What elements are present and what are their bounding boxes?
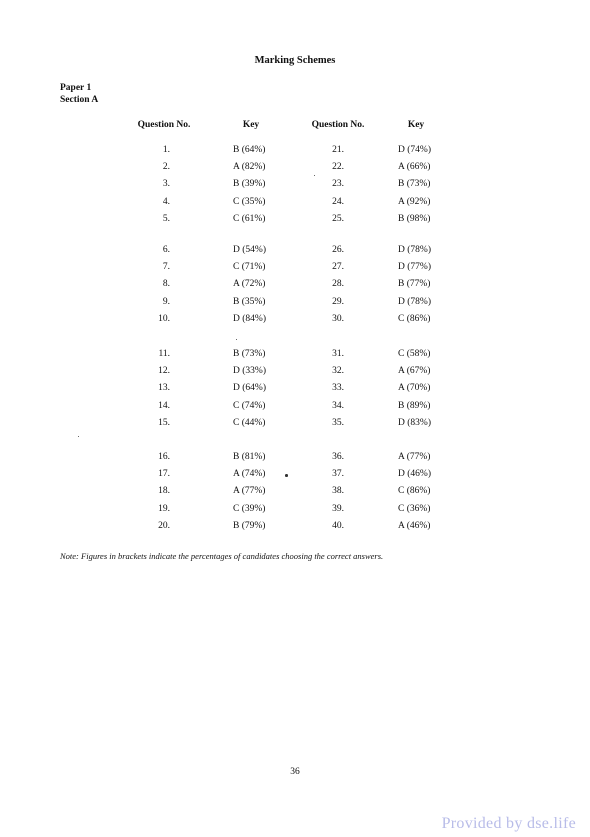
question-number-right: 26. [332, 245, 344, 255]
answer-key-left: C (39%) [233, 503, 266, 514]
answer-key-right: C (86%) [398, 486, 431, 497]
answer-key-right: D (77%) [398, 262, 431, 273]
question-number-right: 36. [332, 452, 344, 462]
answer-key-right: C (36%) [398, 503, 431, 514]
question-number-left: 16. [158, 452, 170, 462]
answer-key-right: B (98%) [398, 213, 431, 224]
question-number-left: 18. [158, 486, 170, 497]
scan-speck [78, 436, 79, 437]
question-number-right: 24. [332, 196, 344, 207]
page-title: Marking Schemes [254, 55, 336, 66]
answer-key-left: B (81%) [233, 452, 266, 462]
question-number-left: 1. [162, 145, 170, 155]
question-number-left: 2. [162, 162, 170, 173]
header-key-right: Key [407, 120, 425, 130]
question-number-left: 4. [162, 196, 170, 207]
paper-label: Paper 1 [60, 83, 92, 93]
question-number-right: 23. [332, 179, 344, 190]
question-number-left: 11. [158, 349, 170, 359]
question-number-right: 37. [332, 469, 344, 480]
answer-key-right: D (74%) [398, 145, 431, 155]
question-number-right: 27. [332, 262, 344, 273]
question-number-right: 33. [332, 383, 344, 394]
question-number-left: 7. [162, 262, 170, 273]
question-number-left: 8. [162, 279, 170, 290]
question-number-left: 19. [158, 503, 170, 514]
question-number-right: 35. [332, 417, 344, 428]
question-number-left: 15. [158, 417, 170, 428]
answer-key-right: D (78%) [398, 245, 431, 255]
answer-key-left: B (79%) [233, 520, 266, 531]
answer-key-right: D (78%) [398, 296, 431, 307]
answer-key-left: A (74%) [233, 469, 266, 480]
answer-key-right: A (67%) [398, 366, 431, 377]
answer-key-right: A (77%) [398, 452, 431, 462]
answer-key-left: D (54%) [233, 245, 266, 255]
section-label: Section A [60, 95, 99, 105]
answer-key-left: A (72%) [233, 279, 266, 290]
question-number-right: 38. [332, 486, 344, 497]
question-number-right: 29. [332, 296, 344, 307]
answer-key-left: B (73%) [233, 349, 266, 359]
answer-key-right: A (46%) [398, 520, 431, 531]
answer-key-right: B (77%) [398, 279, 431, 290]
question-number-left: 3. [162, 179, 170, 190]
question-number-left: 5. [162, 213, 170, 224]
header-question-left: Question No. [137, 120, 191, 130]
answer-key-left: D (64%) [233, 383, 266, 394]
question-number-right: 30. [332, 313, 344, 324]
answer-key-right: A (66%) [398, 162, 431, 173]
question-number-left: 10. [158, 313, 170, 324]
question-number-right: 39. [332, 503, 344, 514]
watermark-text: Provided by dse.life [441, 815, 576, 832]
answer-key-right: C (58%) [398, 349, 431, 359]
answer-key-left: D (84%) [233, 313, 266, 324]
answer-key-right: C (86%) [398, 313, 431, 324]
scan-speck [314, 175, 315, 176]
question-number-left: 12. [158, 366, 170, 377]
question-number-right: 22. [332, 162, 344, 173]
question-number-right: 21. [332, 145, 344, 155]
answer-key-left: C (44%) [233, 417, 266, 428]
answer-key-left: B (64%) [233, 145, 266, 155]
answer-key-right: A (70%) [398, 383, 431, 394]
question-number-right: 25. [332, 213, 344, 224]
question-number-right: 32. [332, 366, 344, 377]
answer-key-right: D (46%) [398, 469, 431, 480]
answer-key-right: B (73%) [398, 179, 431, 190]
footnote: Note: Figures in brackets indicate the percentages of candidates choosing the correct answers. [60, 551, 384, 561]
answer-key-right: D (83%) [398, 417, 431, 428]
answer-key-left: C (35%) [233, 196, 266, 207]
question-number-right: 34. [332, 400, 344, 411]
answer-key-left: D (33%) [233, 366, 266, 377]
answer-key-left: C (61%) [233, 213, 266, 224]
answer-key-right: A (92%) [398, 196, 431, 207]
answer-key-left: C (74%) [233, 400, 266, 411]
answer-key-left: C (71%) [233, 262, 266, 273]
question-number-left: 17. [158, 469, 170, 480]
question-number-left: 6. [162, 245, 170, 255]
question-number-left: 13. [158, 383, 170, 394]
header-question-right: Question No. [311, 120, 365, 130]
question-number-left: 14. [158, 400, 170, 411]
page-number: 36 [290, 767, 300, 777]
answer-key-left: A (77%) [233, 486, 266, 497]
header-key-left: Key [242, 120, 260, 130]
question-number-right: 28. [332, 279, 344, 290]
question-number-right: 31. [332, 349, 344, 359]
question-number-right: 40. [332, 520, 344, 531]
question-number-left: 20. [158, 520, 170, 531]
scan-speck [285, 474, 288, 477]
scan-speck [236, 339, 237, 340]
answer-key-right: B (89%) [398, 400, 431, 411]
answer-key-left: B (35%) [233, 296, 266, 307]
answer-key-left: B (39%) [233, 179, 266, 190]
answer-key-left: A (82%) [233, 162, 266, 173]
question-number-left: 9. [162, 296, 170, 307]
